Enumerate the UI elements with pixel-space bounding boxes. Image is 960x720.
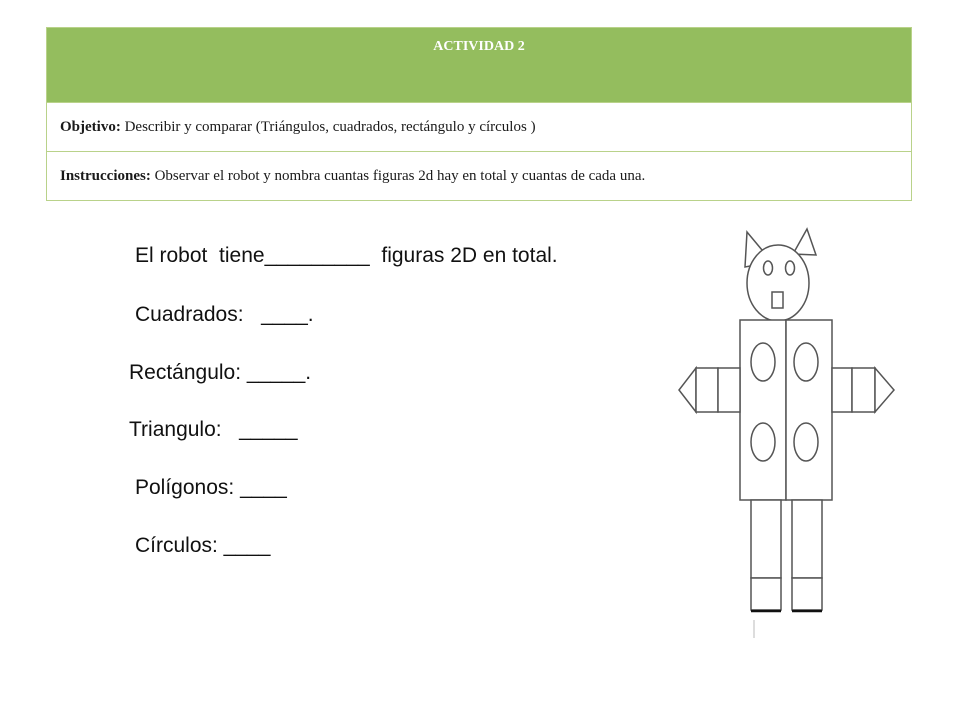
- robot-drawing-icon: [668, 220, 908, 645]
- right-arm-square-2: [852, 368, 875, 412]
- mouth-square: [772, 292, 783, 308]
- rectangle-line: Rectángulo: _____.: [129, 361, 312, 384]
- left-hand-triangle: [679, 368, 696, 412]
- instructions-text: Observar el robot y nombra cuantas figuras 2d hay en total y cuantas de cada una.: [150, 167, 646, 184]
- left-foot-square: [751, 578, 781, 610]
- activity-title: ACTIVIDAD 2: [47, 28, 912, 103]
- body-circle-3: [751, 423, 775, 461]
- left-leg-rectangle: [751, 500, 781, 578]
- polygons-line: Polígonos: ____: [135, 476, 287, 499]
- right-eye-circle: [786, 261, 795, 275]
- instructions-row: [47, 152, 912, 201]
- right-arm-square-1: [832, 368, 852, 412]
- right-leg-rectangle: [792, 500, 822, 578]
- circles-line: Círculos: ____: [135, 534, 271, 557]
- left-arm-square-2: [718, 368, 740, 412]
- objective-label: Objetivo:: [60, 118, 121, 135]
- left-eye-circle: [764, 261, 773, 275]
- body-circle-4: [794, 423, 818, 461]
- right-ear-triangle: [793, 229, 816, 255]
- body-circle-2: [794, 343, 818, 381]
- head-circle: [747, 245, 809, 321]
- body-circle-1: [751, 343, 775, 381]
- activity-table: [46, 27, 912, 201]
- triangle-line: Triangulo: _____: [129, 418, 298, 441]
- total-figures-line: El robot tiene_________ figuras 2D en total.: [135, 244, 558, 267]
- objective-text: Describir y comparar (Triángulos, cuadrados, rectángulo y círculos ): [120, 118, 536, 135]
- instructions-label: Instrucciones:: [60, 167, 151, 184]
- objective-row: [47, 103, 912, 152]
- squares-line: Cuadrados: ____.: [135, 303, 314, 326]
- right-foot-square: [792, 578, 822, 610]
- left-arm-square-1: [696, 368, 718, 412]
- right-hand-triangle: [875, 368, 894, 412]
